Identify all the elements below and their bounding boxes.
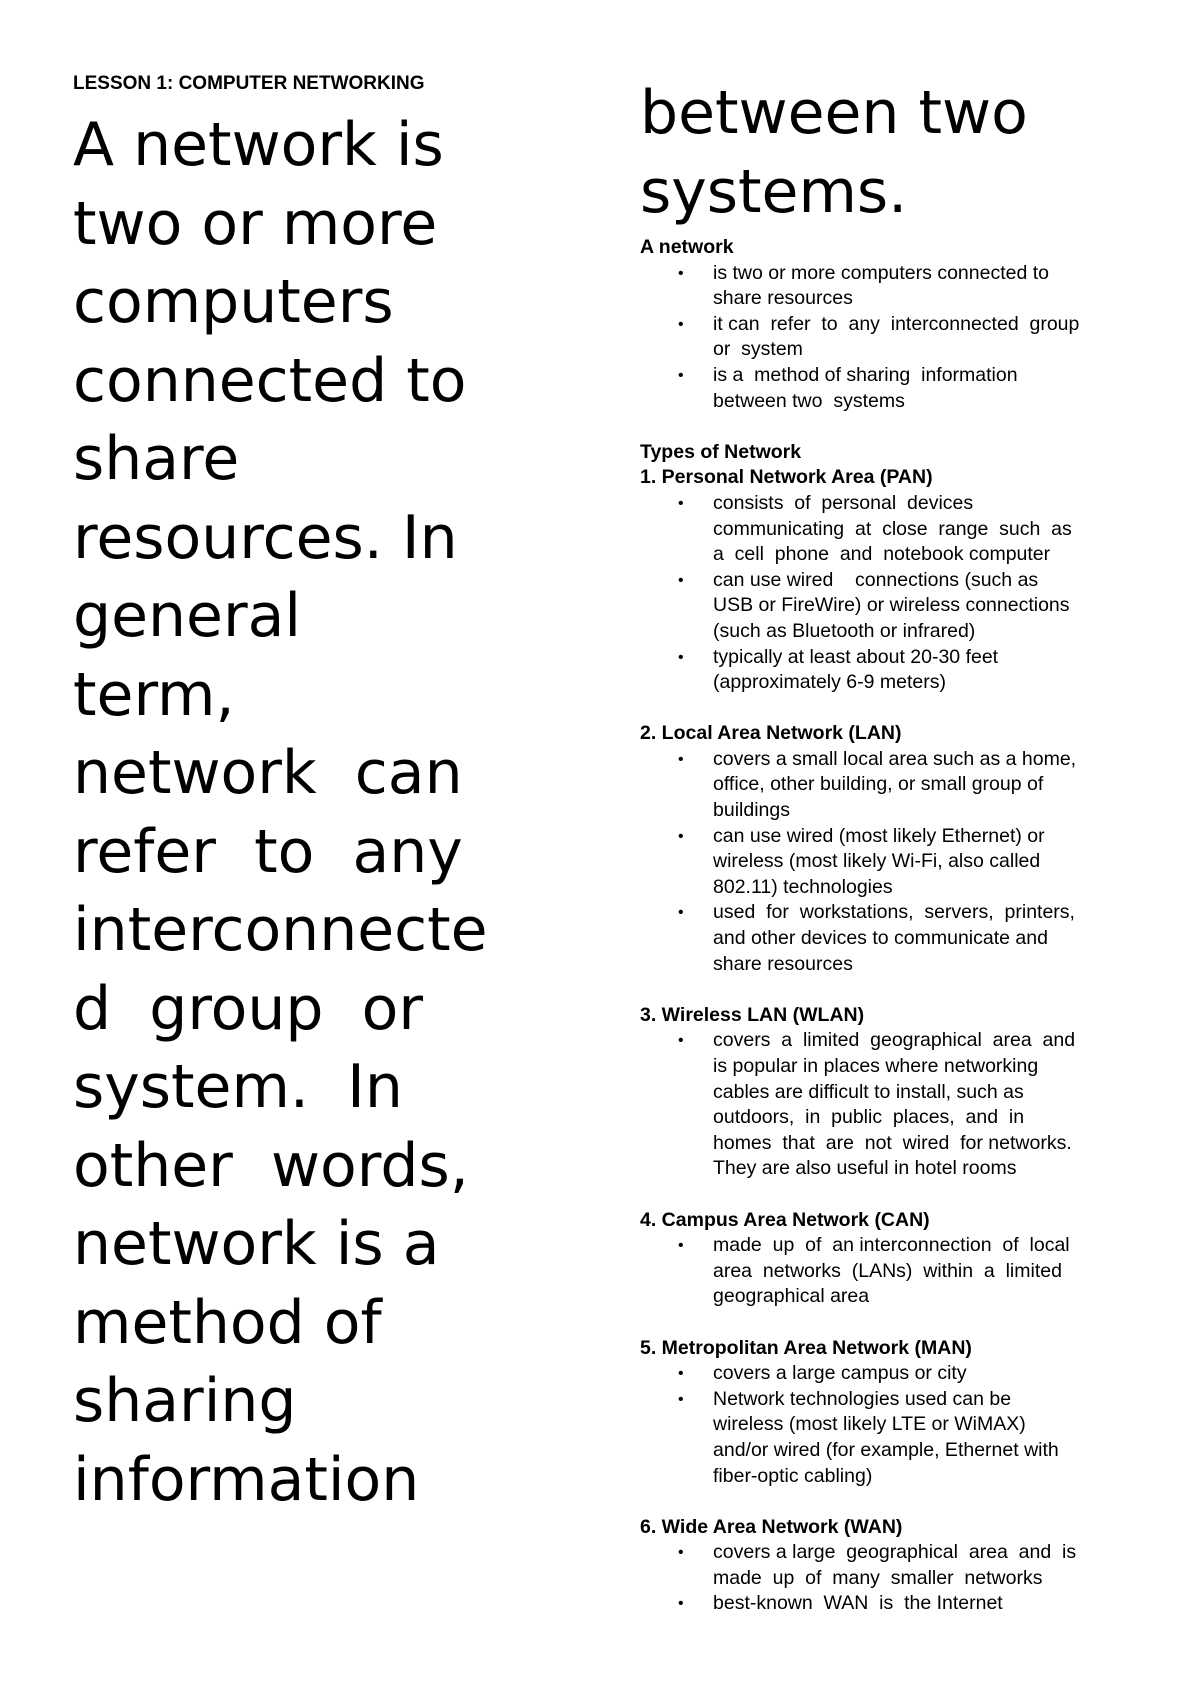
bullet-item xyxy=(640,1540,1140,1591)
network-type-section xyxy=(640,1208,1140,1310)
lesson-title: LESSON 1: COMPUTER NETWORKING xyxy=(73,73,425,94)
bullet-text: is a method of sharing information xyxy=(713,363,1018,386)
bullet-icon: • xyxy=(678,494,684,512)
types-of-network xyxy=(640,465,1140,1617)
bullet-icon: • xyxy=(678,827,684,845)
intro-line: resources. In xyxy=(73,502,458,573)
bullet-text: wireless (most likely Wi-Fi, also called xyxy=(713,850,1041,873)
intro-line: A network is xyxy=(73,110,444,180)
types-heading: Types of Network xyxy=(640,440,802,463)
bullet-item xyxy=(640,261,1140,312)
intro-line: d group or xyxy=(73,973,424,1044)
bullet-icon: • xyxy=(678,1032,684,1050)
intro-line: interconnecte xyxy=(73,895,488,965)
intro-line: computers xyxy=(73,267,394,337)
network-type-section xyxy=(640,1515,1140,1617)
bullet-text: it can refer to any interconnected group xyxy=(713,312,1080,335)
bullet-text: geographical area xyxy=(713,1285,870,1308)
network-type-title: 5. Metropolitan Area Network (MAN) xyxy=(640,1336,972,1359)
bullet-icon: • xyxy=(678,904,684,922)
bullet-text: covers a large campus or city xyxy=(713,1362,967,1385)
spacer xyxy=(640,1489,1140,1515)
intro-paragraph-continuation xyxy=(640,74,1140,231)
intro-line: connected to xyxy=(73,345,467,416)
bullet-icon: • xyxy=(678,1544,684,1562)
intro-line: term, xyxy=(73,659,235,730)
bullet-text: 802.11) technologies xyxy=(713,875,893,898)
intro-paragraph xyxy=(73,106,593,1519)
bullet-item xyxy=(640,1387,1140,1489)
spacer xyxy=(640,977,1140,1003)
intro-line: network can xyxy=(73,738,463,808)
bullet-text: typically at least about 20-30 feet xyxy=(713,645,999,668)
intro-line: refer to any xyxy=(73,816,463,887)
bullet-item xyxy=(640,824,1140,901)
bullet-item xyxy=(640,900,1140,977)
bullet-text: wireless (most likely LTE or WiMAX) xyxy=(713,1413,1026,1436)
bullet-item xyxy=(640,1028,1140,1182)
bullet-text: consists of personal devices xyxy=(713,491,974,514)
intro-line: other words, xyxy=(73,1130,469,1201)
bullet-text: and other devices to communicate and xyxy=(713,927,1048,950)
bullet-text: office, other building, or small group of xyxy=(713,773,1044,796)
bullet-item xyxy=(640,1591,1140,1617)
bullet-item xyxy=(640,312,1140,363)
bullet-text: used for workstations, servers, printers, xyxy=(713,901,1075,924)
bullet-icon: • xyxy=(678,1365,684,1383)
bullet-item xyxy=(640,1233,1140,1310)
notes xyxy=(640,235,1140,1617)
bullet-item xyxy=(640,645,1140,696)
spacer xyxy=(640,696,1140,722)
bullet-text: covers a small local area such as a home, xyxy=(713,747,1077,770)
bullet-item xyxy=(640,747,1140,824)
network-type-bullets xyxy=(640,1361,1140,1489)
bullet-icon: • xyxy=(678,571,684,589)
bullet-icon: • xyxy=(678,315,684,333)
network-type-title: 3. Wireless LAN (WLAN) xyxy=(640,1003,865,1026)
intro-continuation-line: between two xyxy=(640,78,1028,148)
intro-line: general xyxy=(73,581,302,651)
intro-continuation-line: systems. xyxy=(640,156,908,227)
bullet-text: fiber-optic cabling) xyxy=(713,1464,873,1487)
bullet-text: share resources xyxy=(713,952,853,975)
spacer xyxy=(640,1310,1140,1336)
bullet-text: homes that are not wired for networks. xyxy=(713,1131,1072,1154)
bullet-text: (such as Bluetooth or infrared) xyxy=(713,619,976,642)
network-type-section xyxy=(640,721,1140,977)
network-type-title: 2. Local Area Network (LAN) xyxy=(640,722,902,745)
bullet-text: best-known WAN is the Internet xyxy=(713,1592,1003,1615)
network-type-section xyxy=(640,465,1140,695)
definition-heading: A network xyxy=(640,236,734,258)
bullet-text: They are also useful in hotel rooms xyxy=(713,1157,1017,1180)
bullet-text: cables are difficult to install, such as xyxy=(713,1080,1024,1103)
network-type-section xyxy=(640,1336,1140,1490)
bullet-text: USB or FireWire) or wireless connections xyxy=(713,594,1070,617)
network-type-section xyxy=(640,1003,1140,1182)
bullet-text: share resources xyxy=(713,287,853,310)
bullet-icon: • xyxy=(678,1595,684,1613)
bullet-text: can use wired (most likely Ethernet) or xyxy=(713,824,1045,847)
bullet-icon: • xyxy=(678,648,684,666)
intro-line: two or more xyxy=(73,188,438,259)
bullet-text: and/or wired (for example, Ethernet with xyxy=(713,1438,1059,1461)
network-type-bullets xyxy=(640,747,1140,977)
bullet-text: is popular in places where networking xyxy=(713,1055,1039,1077)
bullet-text: Network technologies used can be xyxy=(713,1387,1012,1410)
bullet-text: covers a limited geographical area and xyxy=(713,1029,1076,1052)
definition-list xyxy=(640,261,1140,415)
network-type-bullets xyxy=(640,1233,1140,1310)
bullet-text: buildings xyxy=(713,799,790,822)
network-type-bullets xyxy=(640,1028,1140,1182)
bullet-item xyxy=(640,363,1140,414)
spacer xyxy=(640,1182,1140,1208)
bullet-icon: • xyxy=(678,1390,684,1408)
intro-line: sharing xyxy=(73,1366,297,1436)
intro-line: method of xyxy=(73,1287,382,1358)
network-type-bullets xyxy=(640,1540,1140,1617)
bullet-text: is two or more computers connected to xyxy=(713,261,1049,284)
bullet-text: area networks (LANs) within a limited xyxy=(713,1259,1062,1282)
bullet-icon: • xyxy=(678,366,684,384)
network-type-title: 1. Personal Network Area (PAN) xyxy=(640,466,933,489)
bullet-item xyxy=(640,568,1140,645)
intro-line: network is a xyxy=(73,1209,440,1279)
bullet-text: can use wired connections (such as xyxy=(713,568,1039,591)
bullet-icon: • xyxy=(678,1237,684,1255)
bullet-text: or system xyxy=(713,338,803,361)
bullet-text: outdoors, in public places, and in xyxy=(713,1106,1025,1129)
bullet-text: covers a large geographical area and is xyxy=(713,1541,1077,1564)
network-type-title: 4. Campus Area Network (CAN) xyxy=(640,1208,930,1231)
network-type-title: 6. Wide Area Network (WAN) xyxy=(640,1515,903,1538)
bullet-text: made up of many smaller networks xyxy=(713,1566,1043,1589)
spacer xyxy=(640,414,1140,440)
right-column xyxy=(640,74,1140,1617)
intro-line: share xyxy=(73,424,240,494)
bullet-text: between two systems xyxy=(713,389,905,412)
bullet-text: communicating at close range such as xyxy=(713,517,1072,540)
bullet-item xyxy=(640,491,1140,568)
bullet-text: made up of an interconnection of local xyxy=(713,1234,1070,1257)
bullet-icon: • xyxy=(678,264,684,282)
left-column xyxy=(73,72,593,1519)
intro-line: information xyxy=(73,1444,420,1515)
bullet-icon: • xyxy=(678,750,684,768)
bullet-text: (approximately 6-9 meters) xyxy=(713,671,946,694)
network-type-bullets xyxy=(640,491,1140,696)
bullet-text: a cell phone and notebook computer xyxy=(713,543,1051,566)
intro-line: system. In xyxy=(73,1052,403,1122)
bullet-item xyxy=(640,1361,1140,1387)
